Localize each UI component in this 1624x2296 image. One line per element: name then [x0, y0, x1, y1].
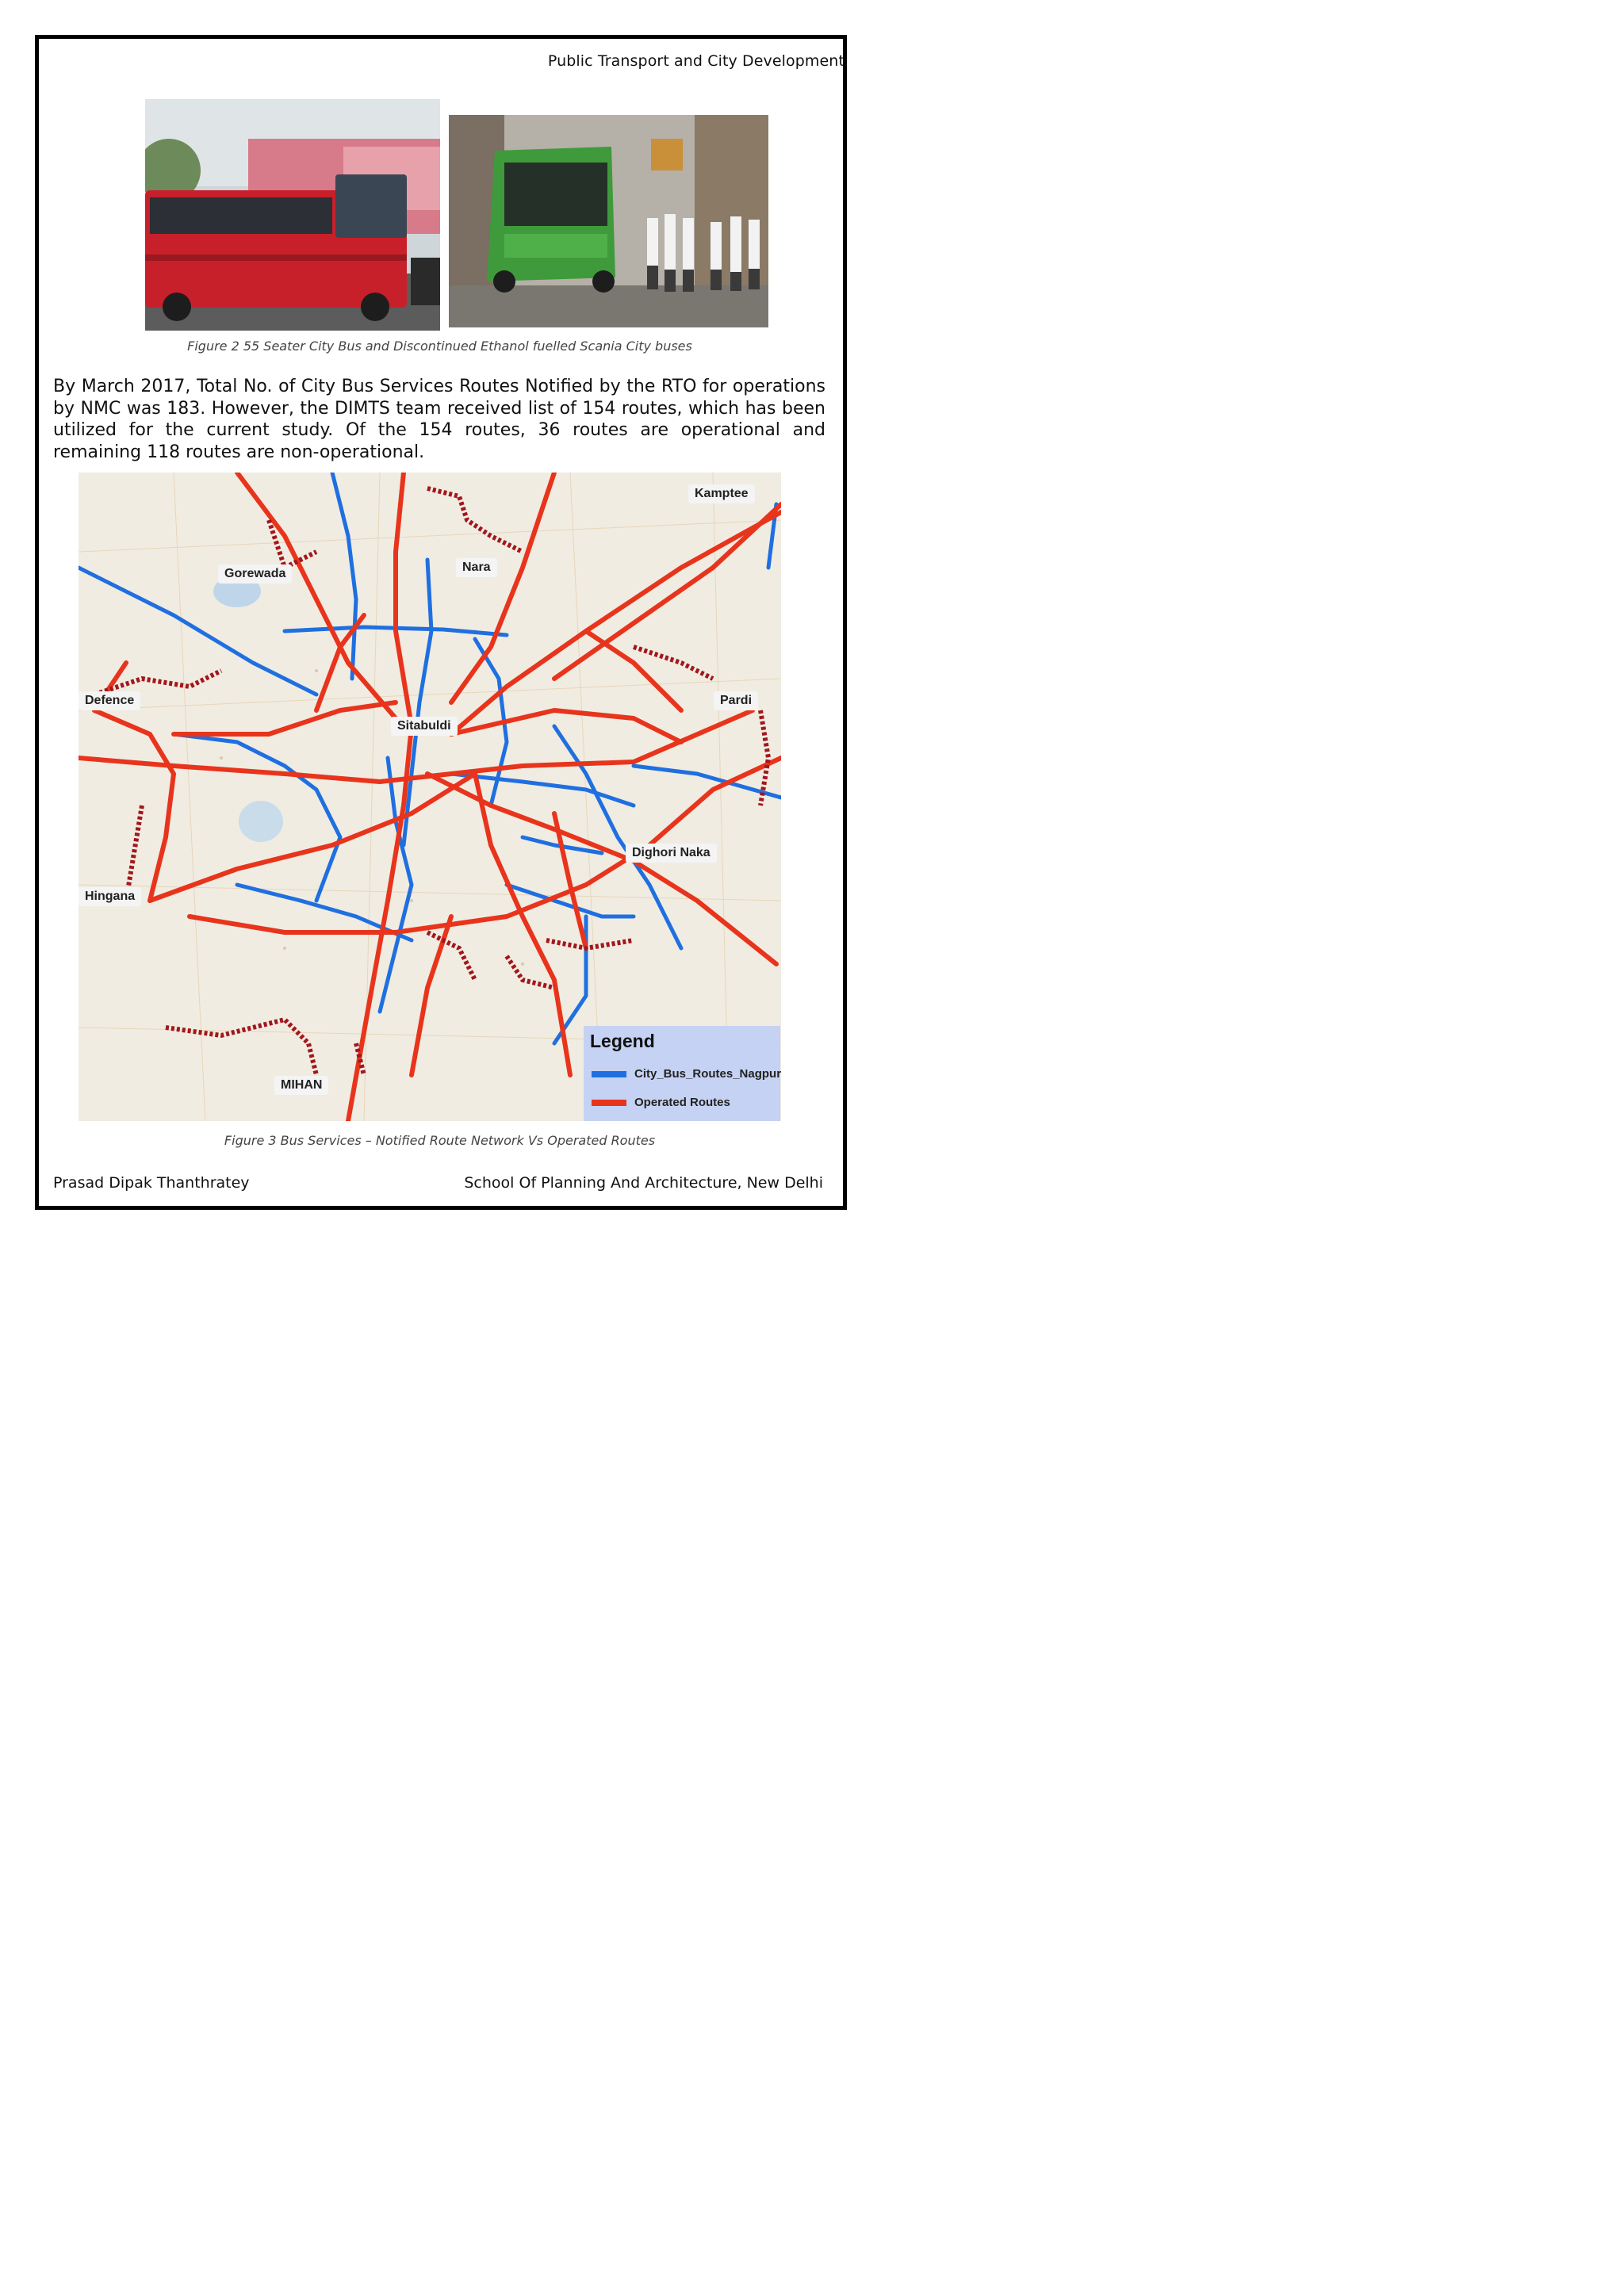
place-label-defence: Defence: [79, 691, 140, 710]
place-label-mihan: MIHAN: [274, 1076, 328, 1095]
legend-swatch-blue: [592, 1071, 626, 1077]
legend-title: Legend: [590, 1031, 655, 1051]
green-scania-bus-photo: [449, 115, 768, 327]
place-label-sitabuldi: Sitabuldi: [391, 717, 458, 736]
place-label-gorewada: Gorewada: [218, 564, 292, 584]
running-header: Public Transport and City Development: [547, 52, 845, 70]
map-legend: [584, 1026, 780, 1121]
legend-item-operated: [592, 1096, 730, 1109]
place-label-hingana: Hingana: [79, 887, 141, 906]
figure-2-caption: Figure 2 55 Seater City Bus and Discontinued Ethanol fuelled Scania City buses: [187, 339, 692, 354]
legend-label: City_Bus_Routes_Nagpur: [634, 1067, 781, 1081]
footer-author: Prasad Dipak Thanthratey: [53, 1174, 250, 1192]
body-paragraph: By March 2017, Total No. of City Bus Services Routes Notified by the RTO for operations by NMC was 183. However, the DIMTS team received list of 154 routes, which has been utilized for the current study. Of the 154 routes, 36 routes are operational and remaining 118 routes are non-operational.: [53, 377, 825, 462]
red-city-bus-photo: [145, 99, 440, 331]
legend-item-notified: [592, 1067, 781, 1081]
place-label-kamptee: Kamptee: [688, 484, 755, 503]
place-label-dighori-naka: Dighori Naka: [626, 844, 717, 863]
legend-label: Operated Routes: [634, 1096, 730, 1109]
footer-institution: School Of Planning And Architecture, New Delhi: [464, 1174, 823, 1192]
legend-swatch-red: [592, 1100, 626, 1106]
place-label-pardi: Pardi: [714, 691, 758, 710]
route-network-map: [79, 473, 781, 1121]
place-label-nara: Nara: [456, 558, 497, 577]
figure-3-caption: Figure 3 Bus Services – Notified Route Network Vs Operated Routes: [224, 1133, 656, 1148]
